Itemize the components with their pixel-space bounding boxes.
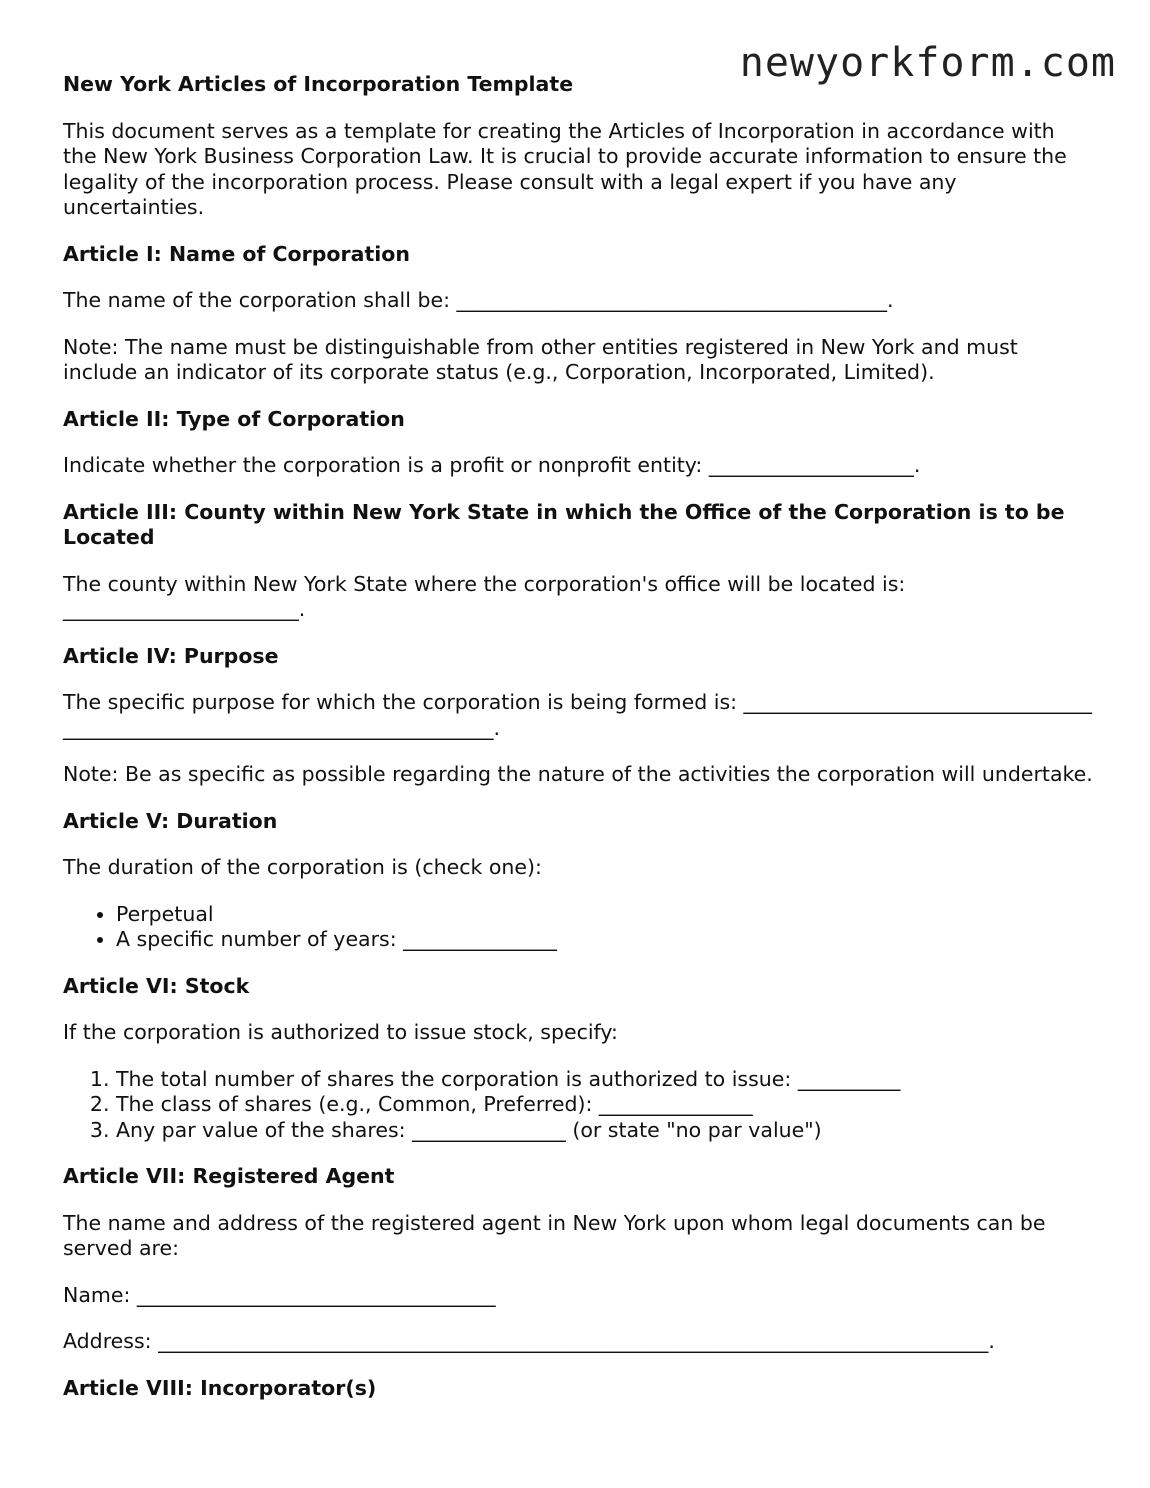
article-4-heading: Article IV: Purpose — [63, 643, 279, 668]
article-1-note: Note: The name must be distinguishable from other entities registered in New York and must include an indicator of its corporate status (e.g., Corporation, Incorporated, Limited). — [63, 334, 1018, 384]
article-6-heading: Article VI: Stock — [63, 973, 250, 998]
duration-option-perpetual: • Perpetual — [116, 902, 1093, 928]
article-6-instruction: If the corporation is authorized to issue stock, specify: — [63, 1020, 618, 1044]
article-7-instruction: The name and address of the registered agent in New York upon whom legal documents can be served are: — [63, 1210, 1046, 1260]
site-watermark: newyorkform.com — [739, 40, 1116, 86]
duration-options-list — [63, 902, 1093, 953]
stock-items-list — [63, 1067, 1093, 1144]
article-7-heading: Article VII: Registered Agent — [63, 1164, 395, 1188]
article-4-note: Note: Be as specific as possible regarding the nature of the activities the corporation will undertake. — [63, 762, 1093, 786]
article-2-type-field: Indicate whether the corporation is a profit or nonprofit entity: ____________________. — [63, 453, 921, 477]
article-2-heading: Article II: Type of Corporation — [63, 406, 405, 431]
stock-item-total-shares: 1. The total number of shares the corporation is authorized to issue: __________ — [116, 1067, 1093, 1093]
document-body — [63, 72, 1093, 1422]
agent-address-field: Address: _________________________________________________________________________________. — [63, 1329, 995, 1353]
document-title: New York Articles of Incorporation Template — [63, 72, 574, 96]
article-3-county-field: The county within New York State where the corporation's office will be located is: _______________________. — [63, 571, 906, 621]
stock-item-par-value: 3. Any par value of the shares: _______________ (or state "no par value") — [116, 1118, 1093, 1144]
article-5-heading: Article V: Duration — [63, 808, 278, 833]
article-1-name-field: The name of the corporation shall be: __________________________________________. — [63, 288, 894, 312]
article-8-heading: Article VIII: Incorporator(s) — [63, 1375, 377, 1400]
duration-option-years: • A specific number of years: _______________ — [116, 927, 1093, 953]
article-1-heading: Article I: Name of Corporation — [63, 241, 410, 266]
stock-item-share-class: 2. The class of shares (e.g., Common, Preferred): _______________ — [116, 1092, 1093, 1118]
article-3-heading: Article III: County within New York State in which the Office of the Corporation is to be Located — [63, 499, 1065, 549]
article-5-instruction: The duration of the corporation is (check one): — [63, 855, 542, 879]
agent-name-field: Name: ___________________________________ — [63, 1282, 496, 1307]
intro-paragraph: This document serves as a template for creating the Articles of Incorporation in accordance with the New York Business Corporation Law. It is crucial to provide accurate information to ensure the legality of the incorporation process. Please consult with a legal expert if you have any uncertainties. — [63, 118, 1067, 219]
article-4-purpose-field: The specific purpose for which the corporation is being formed is: ____________________________________________________________________________. — [63, 690, 1093, 740]
